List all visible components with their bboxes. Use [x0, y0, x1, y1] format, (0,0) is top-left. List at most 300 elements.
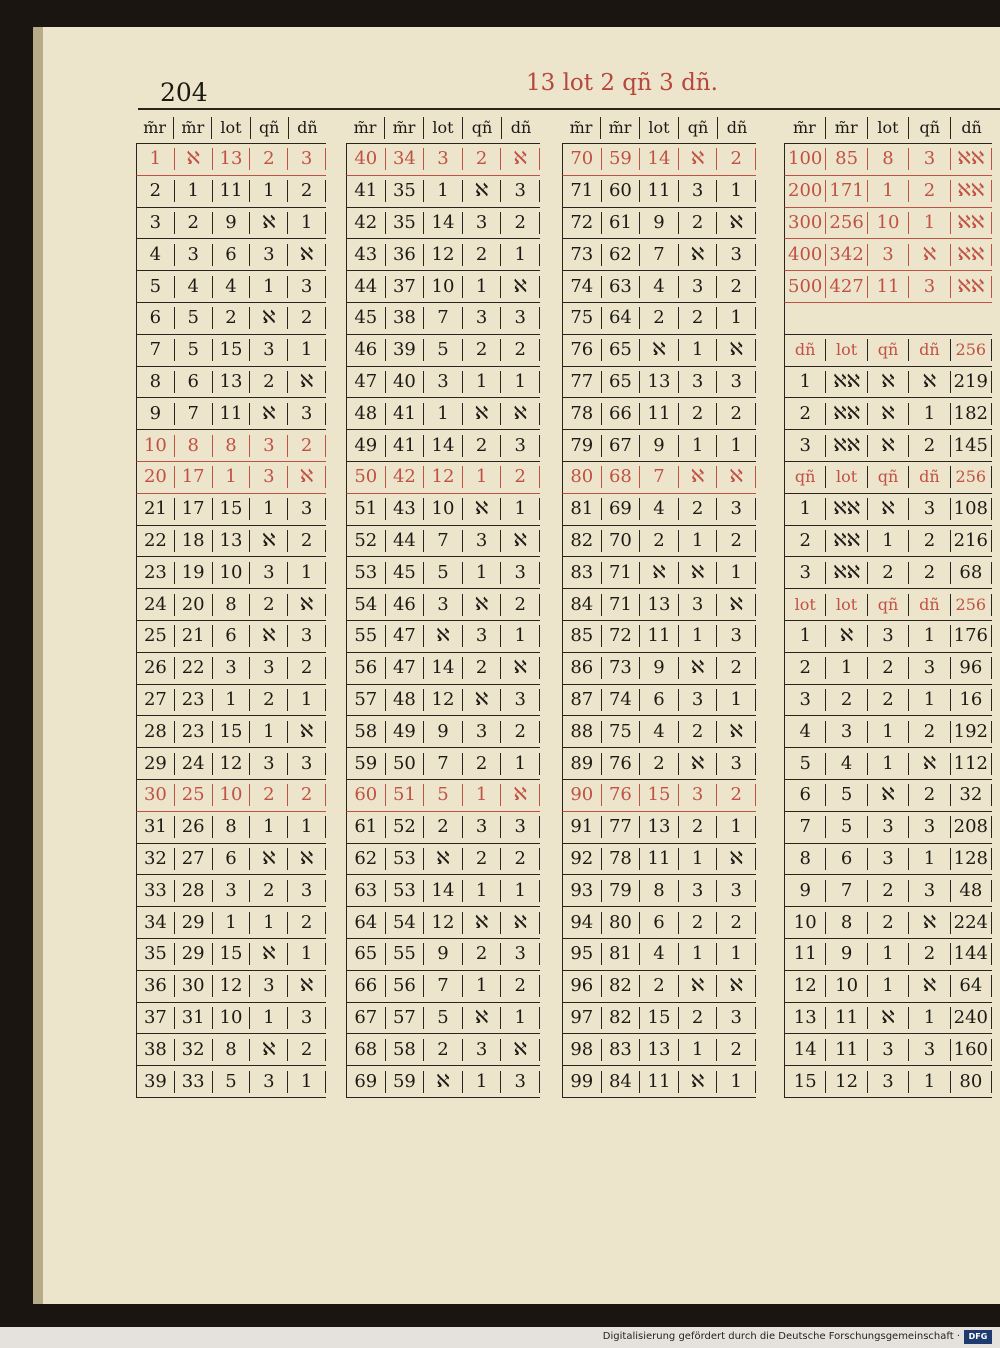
table-cell: ℵ	[640, 339, 679, 361]
table-cell: 3	[250, 975, 288, 997]
table-cell: 1	[717, 435, 756, 457]
table-cell: 6	[640, 689, 679, 711]
table-cell: ℵ	[250, 625, 288, 647]
table-cell: 48	[347, 403, 386, 425]
header-cell: m̃r	[174, 117, 212, 139]
table-cell: ℵ	[826, 625, 867, 647]
table-row	[136, 1003, 326, 1035]
table-cell: 73	[563, 244, 602, 266]
table-cell: 3	[679, 880, 718, 902]
table-cell: 60	[347, 784, 386, 806]
table-cell: ℵℵ	[826, 562, 867, 584]
table-cell: 82	[602, 1007, 641, 1029]
table-cell: 128	[951, 848, 992, 870]
table-cell: 1	[909, 403, 950, 425]
table-cell: 2	[717, 530, 756, 552]
table-cell: 42	[386, 466, 425, 488]
table-cell: 1	[501, 1007, 540, 1029]
table-cell: 32	[175, 1039, 213, 1061]
table-cell: 3	[868, 625, 909, 647]
table-cell: ℵ	[868, 403, 909, 425]
table-cell: ℵℵ	[826, 403, 867, 425]
page-number: 204	[160, 78, 208, 107]
table-row	[784, 1066, 992, 1098]
table-cell: 27	[137, 689, 175, 711]
table-cell: 1	[288, 212, 326, 234]
table-cell: 1	[717, 180, 756, 202]
table-row	[562, 430, 756, 462]
table-cell: 1	[463, 371, 502, 393]
table-row	[346, 494, 540, 526]
table-row	[136, 398, 326, 430]
table-cell: 1	[175, 180, 213, 202]
table-cell: ℵ	[868, 1007, 909, 1029]
table-cell: 2	[868, 689, 909, 711]
table-row	[136, 1066, 326, 1098]
table-cell: ℵ	[501, 1039, 540, 1061]
table-cell: 75	[602, 721, 641, 743]
table-row	[346, 239, 540, 271]
table-cell: 1	[679, 625, 718, 647]
table-cell: 2	[250, 880, 288, 902]
table-row	[562, 875, 756, 907]
table-cell: 74	[602, 689, 641, 711]
table-cell: 1	[909, 689, 950, 711]
table-cell: 34	[386, 148, 425, 170]
table-cell: 3	[868, 1039, 909, 1061]
table-cell: 2	[501, 339, 540, 361]
table-cell: 13	[640, 1039, 679, 1061]
table-cell: 80	[602, 912, 641, 934]
table-cell: 400	[785, 244, 826, 266]
table-row	[346, 303, 540, 335]
table-cell: 14	[424, 435, 463, 457]
table-cell: 7	[175, 403, 213, 425]
table-cell: 3	[717, 498, 756, 520]
table-cell: ℵ	[250, 848, 288, 870]
table-cell: 3	[250, 466, 288, 488]
table-row	[136, 685, 326, 717]
table-cell: 75	[563, 307, 602, 329]
table-cell: 13	[640, 816, 679, 838]
table-cell: 2	[288, 435, 326, 457]
table-cell: 62	[602, 244, 641, 266]
table-cell: 37	[386, 276, 425, 298]
table-cell: 21	[137, 498, 175, 520]
table-cell: 3	[501, 816, 540, 838]
table-cell: 2	[909, 530, 950, 552]
table-cell: 1	[137, 148, 175, 170]
table-cell: 1	[501, 498, 540, 520]
table-cell: 21	[175, 625, 213, 647]
table-cell: 3	[424, 594, 463, 616]
table-cell: 224	[951, 912, 992, 934]
table-cell: 3	[909, 816, 950, 838]
table-cell: 38	[386, 307, 425, 329]
table-cell: 41	[347, 180, 386, 202]
table-row	[562, 812, 756, 844]
table-row	[562, 780, 756, 812]
table-row	[346, 748, 540, 780]
table-row	[562, 1003, 756, 1035]
table-cell: 3	[717, 1007, 756, 1029]
table-cell: 11	[213, 180, 251, 202]
table-row	[562, 335, 756, 367]
table-cell: 63	[602, 276, 641, 298]
table-cell: 89	[563, 753, 602, 775]
table-cell: 3	[424, 148, 463, 170]
dfg-logo: DFG	[964, 1330, 992, 1344]
table-row	[346, 812, 540, 844]
table-cell: ℵ	[717, 721, 756, 743]
table-cell: 98	[563, 1039, 602, 1061]
table-row	[346, 176, 540, 208]
table-cell: 3	[909, 657, 950, 679]
table-cell: 6	[785, 784, 826, 806]
table-cell: 81	[563, 498, 602, 520]
table-cell: 64	[602, 307, 641, 329]
table-cell: ℵℵ	[826, 371, 867, 393]
header-cell: m̃r	[385, 117, 424, 139]
table-cell: 3	[250, 657, 288, 679]
table-cell: 63	[347, 880, 386, 902]
table-cell: 85	[826, 148, 867, 170]
table-cell: 2	[501, 594, 540, 616]
table-row	[346, 907, 540, 939]
table-cell: 6	[640, 912, 679, 934]
table-cell: 1	[463, 880, 502, 902]
table-cell: 2	[501, 975, 540, 997]
table-cell: ℵ	[250, 530, 288, 552]
table-cell: 79	[563, 435, 602, 457]
table-cell: 11	[868, 276, 909, 298]
table-row	[346, 208, 540, 240]
table-cell: 9	[424, 721, 463, 743]
table-cell: ℵℵ	[951, 148, 992, 170]
header-cell: dñ	[726, 118, 748, 137]
table-cell: 5	[424, 339, 463, 361]
table-cell: 15	[213, 339, 251, 361]
table-cell: 256	[826, 212, 867, 234]
table-cell: 22	[175, 657, 213, 679]
table-cell: 2	[868, 880, 909, 902]
table-cell: 3	[909, 498, 950, 520]
table-cell: 3	[717, 880, 756, 902]
table-cell: 4	[640, 943, 679, 965]
table-cell: 300	[785, 212, 826, 234]
table-cell: 45	[386, 562, 425, 584]
table-row	[346, 875, 540, 907]
table-cell: 10	[785, 912, 826, 934]
table-cell: 24	[175, 753, 213, 775]
table-cell: 2	[250, 689, 288, 711]
table-row	[562, 589, 756, 621]
header-cell: m̃r	[562, 117, 601, 139]
table-cell: 2	[717, 912, 756, 934]
table-cell: 3	[288, 498, 326, 520]
table-cell: 3	[463, 625, 502, 647]
table-cell: 6	[213, 625, 251, 647]
table-cell: 33	[137, 880, 175, 902]
table-cell: 3	[909, 148, 950, 170]
table-cell: 3	[501, 562, 540, 584]
table-cell: 76	[602, 753, 641, 775]
table-cell: 25	[137, 625, 175, 647]
table-cell: 240	[951, 1007, 992, 1029]
table-cell: 3	[250, 435, 288, 457]
table-cell: 4	[826, 753, 867, 775]
table-cell: dñ	[909, 466, 950, 488]
table-cell: 1	[717, 689, 756, 711]
table-cell: 6	[213, 244, 251, 266]
table-cell: 39	[137, 1071, 175, 1093]
table-row	[136, 621, 326, 653]
table-cell: ℵ	[288, 721, 326, 743]
table-row	[562, 208, 756, 240]
table-cell: 2	[785, 530, 826, 552]
table-cell: lot	[826, 466, 867, 488]
table-cell: 53	[386, 880, 425, 902]
table-cell: 15	[640, 1007, 679, 1029]
table-row	[784, 367, 992, 399]
table-cell: ℵ	[868, 371, 909, 393]
table-cell: ℵ	[868, 498, 909, 520]
table-cell: 2	[137, 180, 175, 202]
table-cell: 43	[347, 244, 386, 266]
table-cell: 3	[501, 689, 540, 711]
table-cell: 1	[717, 943, 756, 965]
header-cell: qñ	[251, 117, 289, 139]
table-cell: 2	[640, 753, 679, 775]
table-cell: 15	[213, 498, 251, 520]
table-row	[346, 526, 540, 558]
table-cell: ℵ	[288, 594, 326, 616]
table-cell: 2	[909, 943, 950, 965]
table-cell: 10	[213, 1007, 251, 1029]
table-cell: 11	[640, 1071, 679, 1093]
table-cell: 1	[868, 530, 909, 552]
table-cell: 3	[288, 276, 326, 298]
table-cell: 342	[826, 244, 867, 266]
table-cell: 2	[288, 1039, 326, 1061]
table-cell: 2	[909, 435, 950, 457]
table-row	[784, 398, 992, 430]
footer-credit: Digitalisierung gefördert durch die Deutsche Forschungsgemeinschaft ·	[602, 1331, 960, 1342]
table-cell: 58	[386, 1039, 425, 1061]
table-row	[136, 1034, 326, 1066]
table-cell: 79	[602, 880, 641, 902]
table-cell: 20	[175, 594, 213, 616]
header-cell: dñ	[510, 118, 532, 137]
table-cell: 2	[909, 562, 950, 584]
table-cell: 49	[386, 721, 425, 743]
table-cell: 9	[424, 943, 463, 965]
table-cell: 100	[785, 148, 826, 170]
table-cell: 12	[424, 912, 463, 934]
table-cell: 2	[463, 148, 502, 170]
table-cell: 34	[137, 912, 175, 934]
table-cell: 47	[386, 625, 425, 647]
table-row	[346, 398, 540, 430]
table-cell: 6	[137, 307, 175, 329]
table-cell: ℵ	[463, 403, 502, 425]
table-cell: 219	[951, 371, 992, 393]
table-cell: 29	[175, 943, 213, 965]
table-cell: 1	[868, 975, 909, 997]
table-cell: 47	[347, 371, 386, 393]
table-cell: 30	[137, 784, 175, 806]
table-row	[136, 144, 326, 176]
table-cell: ℵ	[463, 912, 502, 934]
table-cell: 1	[463, 784, 502, 806]
table-cell: 5	[175, 339, 213, 361]
table-cell: 1	[288, 339, 326, 361]
table-cell: 87	[563, 689, 602, 711]
table-cell: 13	[213, 530, 251, 552]
table-cell: 2	[640, 307, 679, 329]
table-cell: ℵ	[250, 403, 288, 425]
table-cell: 10	[826, 975, 867, 997]
table-cell: dñ	[785, 339, 826, 361]
table-cell: 2	[463, 339, 502, 361]
table-cell: 1	[717, 816, 756, 838]
table-cell: 93	[563, 880, 602, 902]
table-cell: 3	[826, 721, 867, 743]
table-row	[136, 526, 326, 558]
table-cell: 2	[501, 721, 540, 743]
table-cell: ℵ	[909, 753, 950, 775]
table-cell: 49	[347, 435, 386, 457]
table-cell: 3	[175, 244, 213, 266]
table-header	[784, 113, 992, 144]
table-cell: 7	[424, 753, 463, 775]
table-cell: 11	[640, 625, 679, 647]
table-cell: 2	[717, 148, 756, 170]
table-cell: 208	[951, 816, 992, 838]
table-cell: 3	[463, 530, 502, 552]
table-cell: 1	[288, 689, 326, 711]
table-cell: 99	[563, 1071, 602, 1093]
table-cell: 74	[563, 276, 602, 298]
table-cell: 145	[951, 435, 992, 457]
table-cell: 58	[347, 721, 386, 743]
table-cell: 3	[288, 753, 326, 775]
table-row	[562, 844, 756, 876]
table-row	[136, 208, 326, 240]
table-cell: 256	[951, 466, 992, 488]
table-cell: 11	[213, 403, 251, 425]
table-row	[136, 303, 326, 335]
table-cell: ℵ	[717, 339, 756, 361]
table-cell: 8	[868, 148, 909, 170]
table-cell: 108	[951, 498, 992, 520]
table-cell: 200	[785, 180, 826, 202]
table-cell: 8	[785, 848, 826, 870]
table-cell: 15	[213, 721, 251, 743]
table-cell: lot	[826, 594, 867, 616]
table-cell: 40	[347, 148, 386, 170]
table-cell: ℵ	[679, 975, 718, 997]
table-cell: 10	[424, 276, 463, 298]
table-cell: 3	[250, 244, 288, 266]
table-cell: 88	[563, 721, 602, 743]
table-row	[346, 780, 540, 812]
table-cell: 1	[288, 816, 326, 838]
table-row	[136, 875, 326, 907]
table-cell: 1	[679, 943, 718, 965]
table-cell: 1	[909, 848, 950, 870]
table-cell: ℵ	[717, 594, 756, 616]
table-cell: 29	[175, 912, 213, 934]
table-cell: 28	[175, 880, 213, 902]
table-cell: 44	[347, 276, 386, 298]
table-row	[562, 303, 756, 335]
table-cell: 72	[602, 625, 641, 647]
table-cell: 12	[213, 753, 251, 775]
table-cell: 3	[501, 307, 540, 329]
table-cell: 3	[288, 1007, 326, 1029]
table-cell: 43	[386, 498, 425, 520]
table-cell: 2	[909, 180, 950, 202]
table-cell: 171	[826, 180, 867, 202]
table-cell: 96	[563, 975, 602, 997]
table-cell: 1	[717, 562, 756, 584]
table-cell: 8	[213, 1039, 251, 1061]
table-cell: 192	[951, 721, 992, 743]
table-cell: 2	[679, 816, 718, 838]
table-cell: 1	[909, 1007, 950, 1029]
table-row	[136, 907, 326, 939]
table-cell: 42	[347, 212, 386, 234]
table-cell: 1	[463, 276, 502, 298]
table-row	[784, 430, 992, 462]
table-cell: 35	[386, 212, 425, 234]
table-row	[562, 621, 756, 653]
table-cell: 3	[909, 1039, 950, 1061]
table-cell: 53	[386, 848, 425, 870]
table-cell: 2	[250, 784, 288, 806]
table-row	[784, 144, 992, 176]
table-cell: 4	[175, 276, 213, 298]
table-cell: 6	[826, 848, 867, 870]
table-row	[562, 271, 756, 303]
header-cell: lot	[868, 117, 910, 139]
table-cell: 13	[213, 371, 251, 393]
table-cell: 7	[137, 339, 175, 361]
table-cell: 5	[826, 816, 867, 838]
table-row	[346, 1034, 540, 1066]
table-cell: 27	[175, 848, 213, 870]
table-cell: 8	[213, 435, 251, 457]
conversion-table-2	[346, 113, 540, 1098]
table-cell: 65	[602, 339, 641, 361]
header-cell: m̃r	[826, 117, 868, 139]
header-cell: m̃r	[601, 117, 640, 139]
table-cell: 2	[250, 594, 288, 616]
table-row	[562, 398, 756, 430]
header-cell: lot	[212, 117, 250, 139]
table-cell: 15	[213, 943, 251, 965]
table-cell: 2	[868, 912, 909, 934]
table-cell: 3	[785, 435, 826, 457]
table-cell: 256	[951, 339, 992, 361]
table-cell: 35	[386, 180, 425, 202]
table-row	[562, 716, 756, 748]
header-cell: lot	[424, 117, 463, 139]
table-cell: 41	[386, 435, 425, 457]
table-cell: 1	[826, 657, 867, 679]
table-cell: 95	[563, 943, 602, 965]
